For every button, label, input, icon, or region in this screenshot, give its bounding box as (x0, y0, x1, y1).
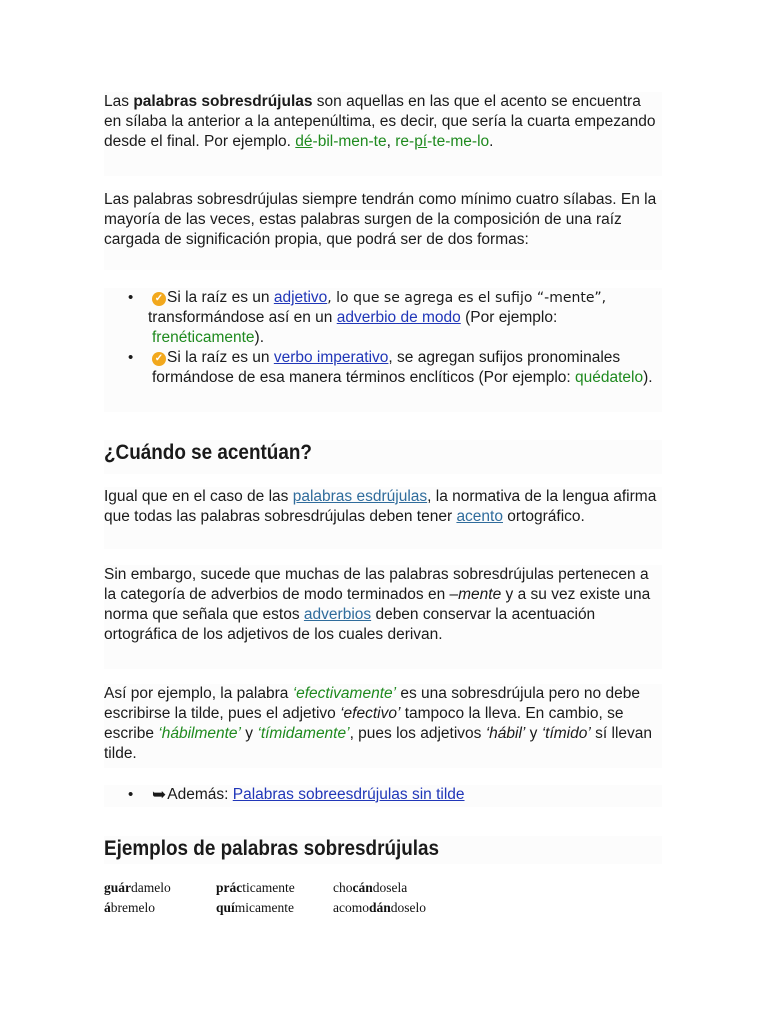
heading-block-1 (104, 440, 662, 474)
rule-paragraph: Igual que en el caso de las palabras esdrújulas, la normativa de la lengua afirma que todas las palabras sobresdrújulas deben tener acento ortográfico. (104, 488, 657, 525)
definition-paragraph-block (104, 190, 662, 270)
term-bold: palabras sobresdrújulas (133, 93, 313, 110)
example-word: ábremelo (104, 900, 155, 915)
section-heading-acentuan: ¿Cuándo se acentúan? (104, 441, 312, 464)
link-acento[interactable]: acento (456, 508, 503, 525)
check-badge-icon: ✓ (152, 352, 166, 366)
table-row (104, 900, 426, 920)
related-list (104, 785, 662, 805)
example-word: prácticamente (216, 880, 295, 895)
link-adjetivo[interactable]: adjetivo (273, 289, 328, 306)
table-row (104, 880, 426, 900)
intro-paragraph-block (104, 92, 662, 176)
list-item: • ➥Además: Palabras sobreesdrújulas sin tilde (128, 785, 465, 804)
link-adverbio-de-modo[interactable]: adverbio de modo (336, 309, 461, 326)
rule-paragraph-block (104, 487, 662, 549)
example-paragraph-block (104, 684, 662, 768)
example-freneticamente: frenéticamente (152, 329, 255, 346)
link-sobreesdrujulas-sin-tilde[interactable]: Palabras sobreesdrújulas sin tilde (232, 786, 465, 803)
list-item: • ✓ Si la raíz es un adjetivo, lo que se agrega es el sufijo “-mente”, transformándose así en un adverbio de modo (Por ejemplo: frenéticamente). (128, 289, 607, 346)
example-word: chocándosela (333, 880, 408, 895)
exception-paragraph-block (104, 565, 662, 669)
example-repiteme: re-pí-te-me-lo (395, 133, 490, 150)
link-verbo-imperativo[interactable]: verbo imperativo (273, 349, 389, 366)
example-paragraph: Así por ejemplo, la palabra ‘efectivamente’ es una sobresdrújula pero no debe escribirse la tilde, pues el adjetivo ‘efectivo’ tampoco la lleva. En cambio, se escribe ‘hábilmente’ y ‘tímidamente’, pues los adjetivos ‘hábil’ y ‘tímido’ sí llevan tilde. (104, 685, 652, 762)
heading-block-2 (104, 836, 662, 864)
forms-list (104, 288, 662, 388)
definition-paragraph: Las palabras sobresdrújulas siempre tendrán como mínimo cuatro sílabas. En la mayoría de las veces, estas palabras surgen de la composición de una raíz cargada de significación propia, que podrá ser de dos formas: (104, 191, 657, 248)
list-item: • ✓ Si la raíz es un verbo imperativo, se agregan sufijos pronominales formándose de esa manera términos enclíticos (Por ejemplo: quédatelo). (128, 349, 653, 386)
example-word: guárdamelo (104, 880, 171, 895)
example-quedatelo: quédatelo (575, 369, 644, 386)
examples-table (104, 880, 426, 920)
related-list-block (104, 785, 662, 807)
example-word: acomodándoselo (333, 900, 427, 915)
example-word: químicamente (216, 900, 295, 915)
curved-arrow-icon: ➥ (152, 785, 167, 804)
check-badge-icon: ✓ (152, 292, 166, 306)
forms-list-block (104, 288, 662, 412)
intro-paragraph: Las palabras sobresdrújulas son aquellas en las que el acento se encuentra en sílaba la anterior a la antepenúltima, es decir, que sería la cuarta empezando desde el final. Por ejemplo. dé-bil-men-te, re-pí-te-me-lo. (104, 93, 656, 150)
link-palabras-esdrujulas[interactable]: palabras esdrújulas (292, 488, 428, 505)
link-adverbios[interactable]: adverbios (303, 606, 372, 623)
section-heading-ejemplos: Ejemplos de palabras sobresdrújulas (104, 837, 440, 860)
exception-paragraph: Sin embargo, sucede que muchas de las palabras sobresdrújulas pertenecen a la categoría de adverbios de modo terminados en –mente y a su vez existe una norma que señala que estos adverbios deben conservar la acentuación ortográfica de los adjetivos de los cuales derivan. (104, 566, 651, 643)
example-debilmente: dé (295, 133, 313, 150)
